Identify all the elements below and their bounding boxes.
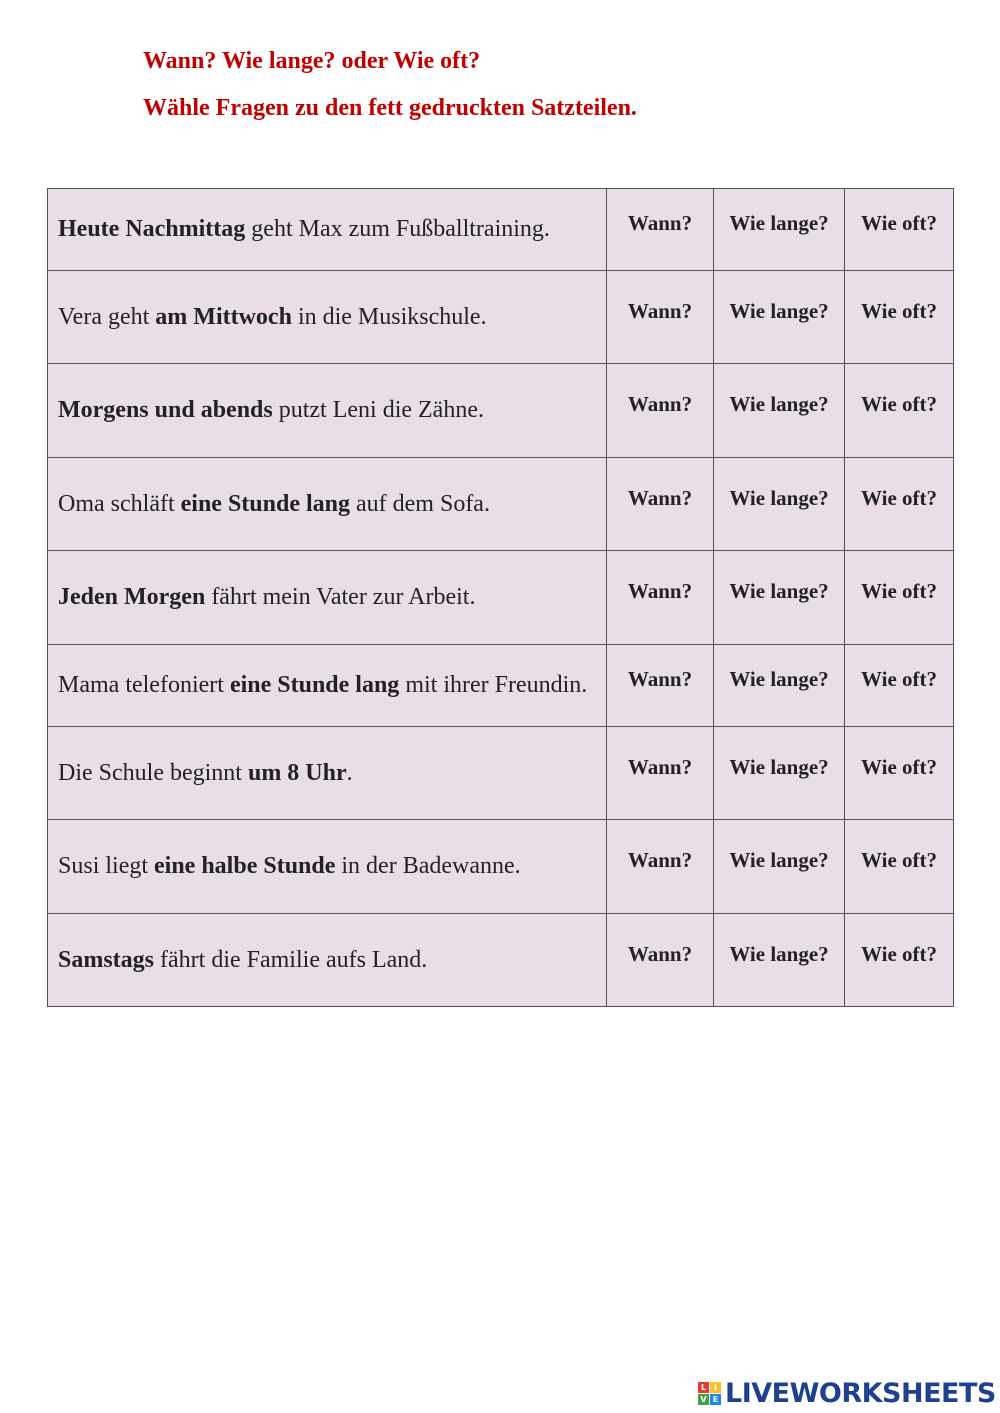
table-row (48, 914, 954, 1007)
table-row (48, 458, 954, 551)
sentence-text: in der Badewanne. (335, 853, 521, 879)
answer-option[interactable]: Wie oft? (845, 820, 954, 914)
answer-option[interactable]: Wann? (607, 727, 714, 820)
logo-mark-icon (698, 1382, 721, 1405)
answer-option[interactable]: Wie lange? (714, 914, 845, 1007)
table-row (48, 189, 954, 271)
answer-option[interactable]: Wann? (607, 364, 714, 458)
highlighted-phrase: eine Stunde lang (229, 672, 400, 698)
highlighted-phrase: am Mittwoch (155, 303, 292, 330)
sentence-text: Vera geht (58, 303, 156, 330)
sentence-text: mit ihrer Freundin. (399, 672, 588, 698)
highlighted-phrase: um 8 Uhr (247, 759, 347, 786)
highlighted-phrase: eine Stunde lang (180, 490, 350, 517)
sentence-text: Oma schläft (58, 490, 181, 517)
answer-option[interactable]: Wie lange? (714, 364, 845, 458)
worksheet-instruction: Wähle Fragen zu den fett gedruckten Satzteilen. (143, 95, 637, 121)
sentence-cell (48, 364, 607, 458)
liveworksheets-logo (698, 1378, 996, 1409)
answer-option[interactable]: Wann? (607, 914, 714, 1007)
table-row (48, 727, 954, 820)
answer-option[interactable]: Wie oft? (845, 645, 954, 727)
sentence-cell (48, 914, 607, 1007)
sentence-text: in die Musikschule. (291, 303, 487, 330)
highlighted-phrase: Morgens und abends (58, 397, 273, 423)
sentence-text: Susi liegt (58, 853, 155, 879)
logo-letter: I (710, 1382, 721, 1393)
sentence-text: . (346, 759, 353, 786)
answer-option[interactable]: Wann? (607, 189, 714, 271)
answer-option[interactable]: Wie oft? (845, 189, 954, 271)
sentence-text: putzt Leni die Zähne. (272, 397, 484, 423)
answer-option[interactable]: Wie oft? (845, 914, 954, 1007)
answer-option[interactable]: Wie lange? (714, 271, 845, 364)
answer-option[interactable]: Wie oft? (845, 727, 954, 820)
answer-option[interactable]: Wie lange? (714, 820, 845, 914)
sentence-text: fährt mein Vater zur Arbeit. (205, 584, 476, 610)
answer-option[interactable]: Wie lange? (714, 189, 845, 271)
sentence-text: Mama telefoniert (58, 672, 230, 698)
sentence-cell (48, 645, 607, 727)
highlighted-phrase: Heute Nachmittag (58, 216, 246, 242)
sentence-text: fährt die Familie aufs Land. (154, 946, 428, 973)
table-row (48, 645, 954, 727)
logo-text: LIVEWORKSHEETS (725, 1378, 996, 1409)
answer-option[interactable]: Wann? (607, 820, 714, 914)
sentence-text: Die Schule beginnt (58, 759, 248, 786)
answer-option[interactable]: Wann? (607, 271, 714, 364)
answer-option[interactable]: Wann? (607, 551, 714, 645)
answer-option[interactable]: Wie lange? (714, 727, 845, 820)
answer-option[interactable]: Wie lange? (714, 458, 845, 551)
sentence-cell (48, 189, 607, 271)
worksheet-title: Wann? Wie lange? oder Wie oft? (143, 48, 481, 74)
highlighted-phrase: Jeden Morgen (58, 584, 206, 610)
sentence-text: geht Max zum Fußballtraining. (245, 216, 550, 242)
table-row (48, 551, 954, 645)
sentence-cell (48, 727, 607, 820)
answer-option[interactable]: Wie oft? (845, 271, 954, 364)
highlighted-phrase: Samstags (58, 946, 155, 973)
sentence-cell (48, 271, 607, 364)
sentence-cell (48, 820, 607, 914)
logo-letter: E (710, 1394, 721, 1405)
logo-letter: V (698, 1394, 709, 1405)
table-row (48, 271, 954, 364)
answer-option[interactable]: Wie oft? (845, 458, 954, 551)
answer-option[interactable]: Wann? (607, 458, 714, 551)
highlighted-phrase: eine halbe Stunde (154, 853, 336, 879)
answer-option[interactable]: Wie lange? (714, 645, 845, 727)
answer-option[interactable]: Wie lange? (714, 551, 845, 645)
answer-option[interactable]: Wie oft? (845, 364, 954, 458)
sentence-text: auf dem Sofa. (350, 490, 490, 517)
table-row (48, 820, 954, 914)
table-row (48, 364, 954, 458)
sentence-cell (48, 551, 607, 645)
logo-letter: L (698, 1382, 709, 1393)
sentence-cell (48, 458, 607, 551)
answer-option[interactable]: Wann? (607, 645, 714, 727)
answer-option[interactable]: Wie oft? (845, 551, 954, 645)
question-table (47, 188, 954, 1007)
